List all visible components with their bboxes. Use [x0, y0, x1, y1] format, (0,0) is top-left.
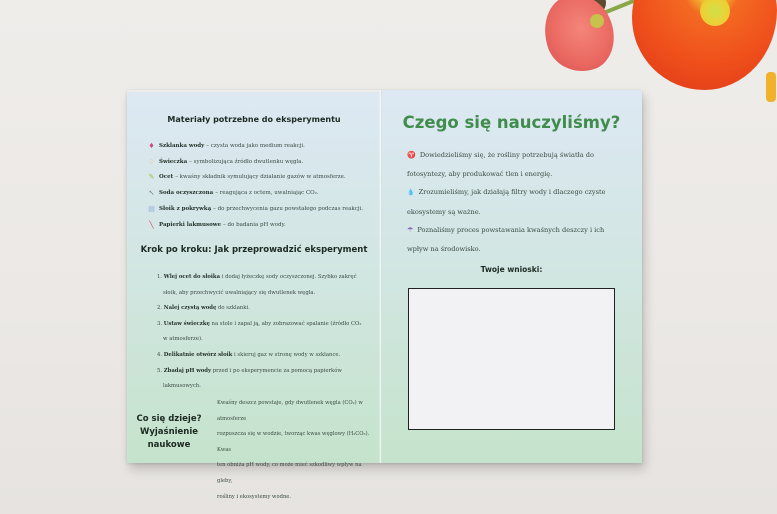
- learning-text: fotosyntezy, aby produkować tlen i energię.: [407, 169, 553, 178]
- step-text: i skieruj gaz w stronę wody w szklance.: [232, 351, 341, 358]
- explanation-heading: [133, 413, 205, 452]
- material-name: Ocet: [159, 174, 174, 181]
- materials-list: [147, 138, 377, 233]
- vinegar-icon: ✎: [148, 173, 155, 182]
- step-continuation: w atmosferze).: [163, 336, 203, 343]
- water-drop-icon: 💧: [407, 189, 415, 197]
- left-page: [127, 92, 381, 500]
- list-item: [147, 185, 377, 201]
- material-name: Słoik z pokrywką: [159, 206, 212, 213]
- learning-text: ekosystemy są ważne.: [407, 207, 481, 216]
- material-desc: – czysta woda jako medium reakcji.: [206, 142, 305, 149]
- candle-icon: ♢: [148, 157, 155, 166]
- conclusions-box: [408, 288, 615, 430]
- material-name: Świeczka: [159, 158, 188, 165]
- yellow-petal: [766, 72, 776, 102]
- material-name: Papierki lakmusowe: [159, 221, 221, 228]
- material-desc: – reagująca z octem, uwalniając CO₂.: [215, 190, 319, 197]
- step-item: [157, 301, 367, 317]
- material-desc: – do przechwycenia gazu powstałego podczas reakcji.: [213, 206, 364, 213]
- learning-item: [407, 183, 622, 203]
- explanation-text: [217, 396, 377, 505]
- learning-text: Dowiedzieliśmy się, że rośliny potrzebują światła do: [419, 151, 594, 159]
- list-item: [147, 217, 377, 233]
- materials-heading: Materiały potrzebne do eksperymentu: [167, 115, 341, 124]
- learnings-list: [407, 146, 622, 259]
- steps-list: [157, 270, 367, 395]
- list-item: [147, 170, 377, 186]
- step-number: 5.: [157, 367, 163, 374]
- explanation-heading-line: Wyjaśnienie: [139, 427, 199, 437]
- step-text: na stole i zapal ją, aby zobrazować spalanie (źródło CO₂: [209, 320, 362, 327]
- explanation-line: Kwaśny deszcz powstaje, gdy dwutlenek węgla (CO₂) w atmosferze: [217, 400, 363, 422]
- learning-text: Poznaliśmy proces powstawania kwaśnych deszczy i ich: [417, 226, 605, 235]
- list-item: [147, 154, 377, 170]
- step-number: 1.: [157, 274, 163, 280]
- step-continuation: lakmusowych.: [163, 383, 201, 390]
- sprout-icon: ♈: [407, 151, 416, 159]
- step-number: 2.: [157, 305, 163, 312]
- step-text: przed i po eksperymencie za pomocą papierków: [211, 367, 342, 374]
- learning-text: Zrozumieliśmy, jak działają filtry wody i dlaczego czyste: [418, 188, 606, 197]
- explanation-line: rośliny i ekosystemy wodne.: [217, 493, 292, 500]
- explanation-line: ten obniża pH wody, co może mieć szkodliwy wpływ na gleby,: [217, 462, 362, 484]
- list-item: [147, 138, 377, 154]
- right-page: [381, 90, 642, 463]
- step-text: i dodaj łyżeczkę sody oczyszczonej. Szybko zakręć: [220, 274, 357, 280]
- steps-heading: Krok po kroku: Jak przeprowadzić eksperyment: [140, 245, 368, 255]
- list-item: [147, 201, 377, 217]
- candle-glass-icon: ♦: [148, 141, 155, 150]
- step-item: [157, 348, 367, 364]
- umbrella-rain-icon: ☂: [407, 226, 414, 235]
- explanation-line: rozpuszcza się w wodzie, tworząc kwas węglowy (H₂CO₃). Kwas: [217, 431, 370, 453]
- material-desc: – symbolizująca źródło dwutlenku węgla.: [189, 158, 304, 165]
- step-action: Wlej ocet do słoika: [163, 274, 221, 280]
- learning-item: [407, 146, 622, 165]
- step-item: [157, 364, 367, 395]
- step-action: Zbadaj pH wody: [163, 367, 212, 374]
- learnings-heading: Czego się nauczyliśmy?: [402, 113, 621, 132]
- step-number: 4.: [157, 351, 163, 358]
- material-name: Soda oczyszczona: [159, 190, 214, 197]
- booklet-spine: [379, 90, 382, 463]
- step-continuation: słoik, aby przechwycić uwalniający się dwutlenek węgla.: [163, 289, 316, 296]
- step-number: 3.: [157, 320, 163, 327]
- material-desc: – do badania pH wody.: [222, 221, 286, 228]
- step-action: Ustaw świeczkę: [163, 320, 210, 327]
- explanation-heading-line: Co się dzieje?: [136, 414, 202, 424]
- step-action: Nalej czystą wodę: [163, 305, 217, 312]
- jar-icon: ▤: [148, 205, 155, 214]
- step-item: [157, 270, 367, 301]
- learning-item: [407, 221, 622, 240]
- open-booklet: [127, 90, 642, 500]
- learning-text: wpływ na środowisko.: [407, 244, 481, 253]
- material-desc: – kwaśny składnik symulujący działanie gazów w atmosferze.: [175, 174, 346, 181]
- flower-base: [590, 14, 604, 28]
- litmus-paper-icon: ╲: [149, 220, 154, 229]
- spoon-icon: ↖: [148, 189, 155, 198]
- explanation-heading-line: naukowe: [147, 440, 191, 450]
- conclusions-heading: Twoje wnioski:: [480, 265, 543, 274]
- step-text: do szklanki.: [216, 305, 250, 312]
- material-name: Szklanka wody: [159, 142, 205, 149]
- step-action: Delikatnie otwórz słoik: [163, 351, 233, 358]
- step-item: [157, 317, 367, 348]
